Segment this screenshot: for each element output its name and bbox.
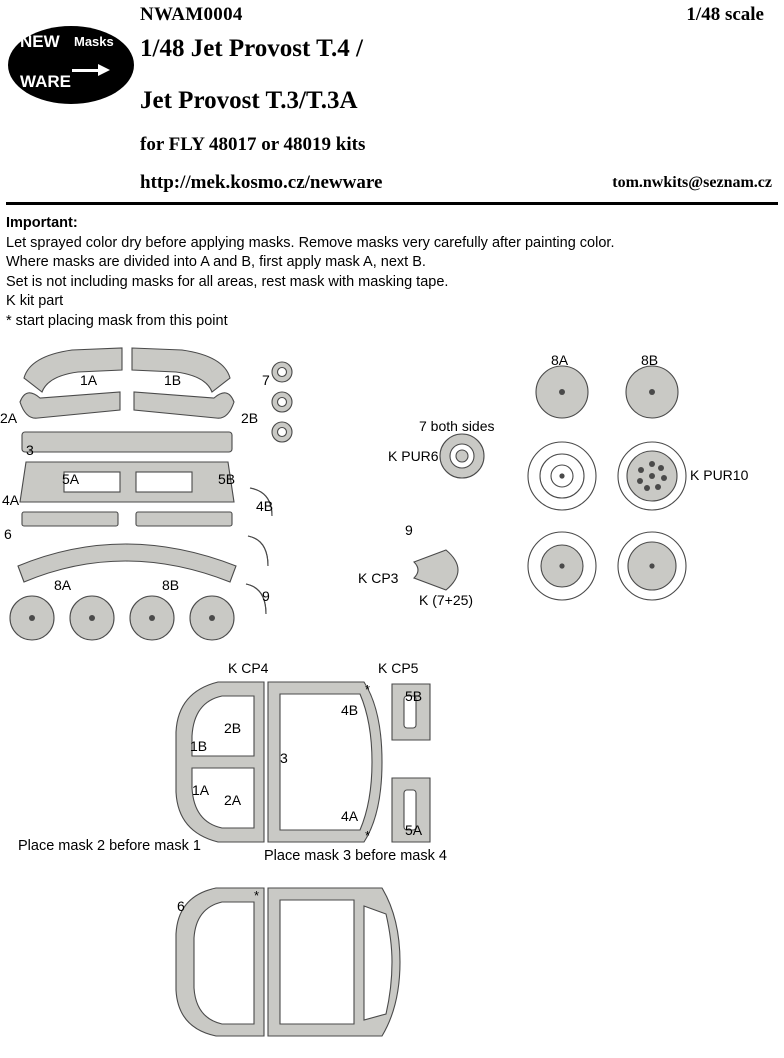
label-kcp3: K CP3 xyxy=(358,570,399,586)
note-mask-2-before-1: Place mask 2 before mask 1 xyxy=(18,838,201,854)
kit-compatibility: for FLY 48017 or 48019 kits xyxy=(140,134,366,155)
label-2a-canopy: 2A xyxy=(224,792,242,808)
arrow-right-icon xyxy=(72,64,112,76)
label-2a-sheet: 2A xyxy=(0,410,18,426)
scale-label: 1/48 scale xyxy=(686,4,764,25)
label-2b-sheet: 2B xyxy=(241,410,259,426)
label-kpur6: K PUR6 xyxy=(388,448,439,464)
svg-text:*: * xyxy=(365,682,371,697)
instruction-line-3: Set is not including masks for all areas, rest mask with masking tape. xyxy=(6,273,449,290)
svg-text:*: * xyxy=(254,888,260,903)
product-code: NWAM0004 xyxy=(140,4,243,25)
label-9-sheet-lower: 9 xyxy=(262,588,270,604)
label-5b-sheet: 5B xyxy=(218,471,236,487)
label-kcp4: K CP4 xyxy=(228,660,269,676)
label-2b-canopy: 2B xyxy=(224,720,242,736)
logo-line-masks: Masks xyxy=(74,34,114,49)
label-4a-canopy: 4A xyxy=(341,808,359,824)
instruction-line-5: * start placing mask from this point xyxy=(6,312,228,329)
label-4b-canopy: 4B xyxy=(341,702,359,718)
mask-group-wheels xyxy=(518,340,748,630)
website-url[interactable]: http://mek.kosmo.cz/newware xyxy=(140,172,383,193)
label-8b-sheet-lower: 8B xyxy=(162,577,180,593)
note-mask-3-before-4: Place mask 3 before mask 4 xyxy=(264,848,447,864)
logo-line-new: NEW xyxy=(20,32,60,51)
document-header xyxy=(0,0,784,200)
instructions-block xyxy=(6,214,766,331)
label-6-canopy-lower: 6 xyxy=(177,898,185,914)
header-divider xyxy=(6,202,778,205)
label-k7-25: K (7+25) xyxy=(419,592,474,608)
page-title-line-1: 1/48 Jet Provost T.4 / xyxy=(140,35,363,62)
instruction-line-1: Let sprayed color dry before applying masks. Remove masks very carefully after painting color. xyxy=(6,234,615,251)
label-8b-wheel: 8B xyxy=(641,352,659,368)
label-3-canopy: 3 xyxy=(280,750,288,766)
label-3-sheet: 3 xyxy=(26,442,34,458)
contact-email[interactable]: tom.nwkits@seznam.cz xyxy=(612,174,772,191)
mask-sheet-diagram xyxy=(0,330,784,1053)
label-1b-canopy: 1B xyxy=(190,738,208,754)
label-7-sheet: 7 xyxy=(262,372,270,388)
instruction-line-4: K kit part xyxy=(6,293,64,309)
svg-text:*: * xyxy=(365,828,371,843)
label-7-both-sides: 7 both sides xyxy=(419,418,495,434)
canopy-upper-drawing xyxy=(168,670,488,870)
label-8a-wheel: 8A xyxy=(551,352,569,368)
label-4a-sheet: 4A xyxy=(2,492,20,508)
label-1b-sheet: 1B xyxy=(164,372,182,388)
instructions-heading: Important: xyxy=(6,215,78,231)
label-5a-canopy: 5A xyxy=(405,822,423,838)
newware-logo xyxy=(8,26,134,104)
mask-group-center xyxy=(400,430,520,670)
label-5b-canopy: 5B xyxy=(405,688,423,704)
label-4b-sheet: 4B xyxy=(256,498,274,514)
label-9-cp3: 9 xyxy=(405,522,413,538)
canopy-lower-drawing xyxy=(168,878,488,1058)
label-8a-sheet-lower: 8A xyxy=(54,577,72,593)
logo-line-ware: WARE xyxy=(20,72,71,91)
label-kpur10: K PUR10 xyxy=(690,467,749,483)
label-6-sheet: 6 xyxy=(4,526,12,542)
label-kcp5: K CP5 xyxy=(378,660,419,676)
page-title-line-2: Jet Provost T.3/T.3A xyxy=(140,87,358,114)
label-5a-sheet: 5A xyxy=(62,471,80,487)
label-1a-sheet: 1A xyxy=(80,372,98,388)
label-1a-canopy: 1A xyxy=(192,782,210,798)
instruction-line-2: Where masks are divided into A and B, first apply mask A, next B. xyxy=(6,254,426,270)
